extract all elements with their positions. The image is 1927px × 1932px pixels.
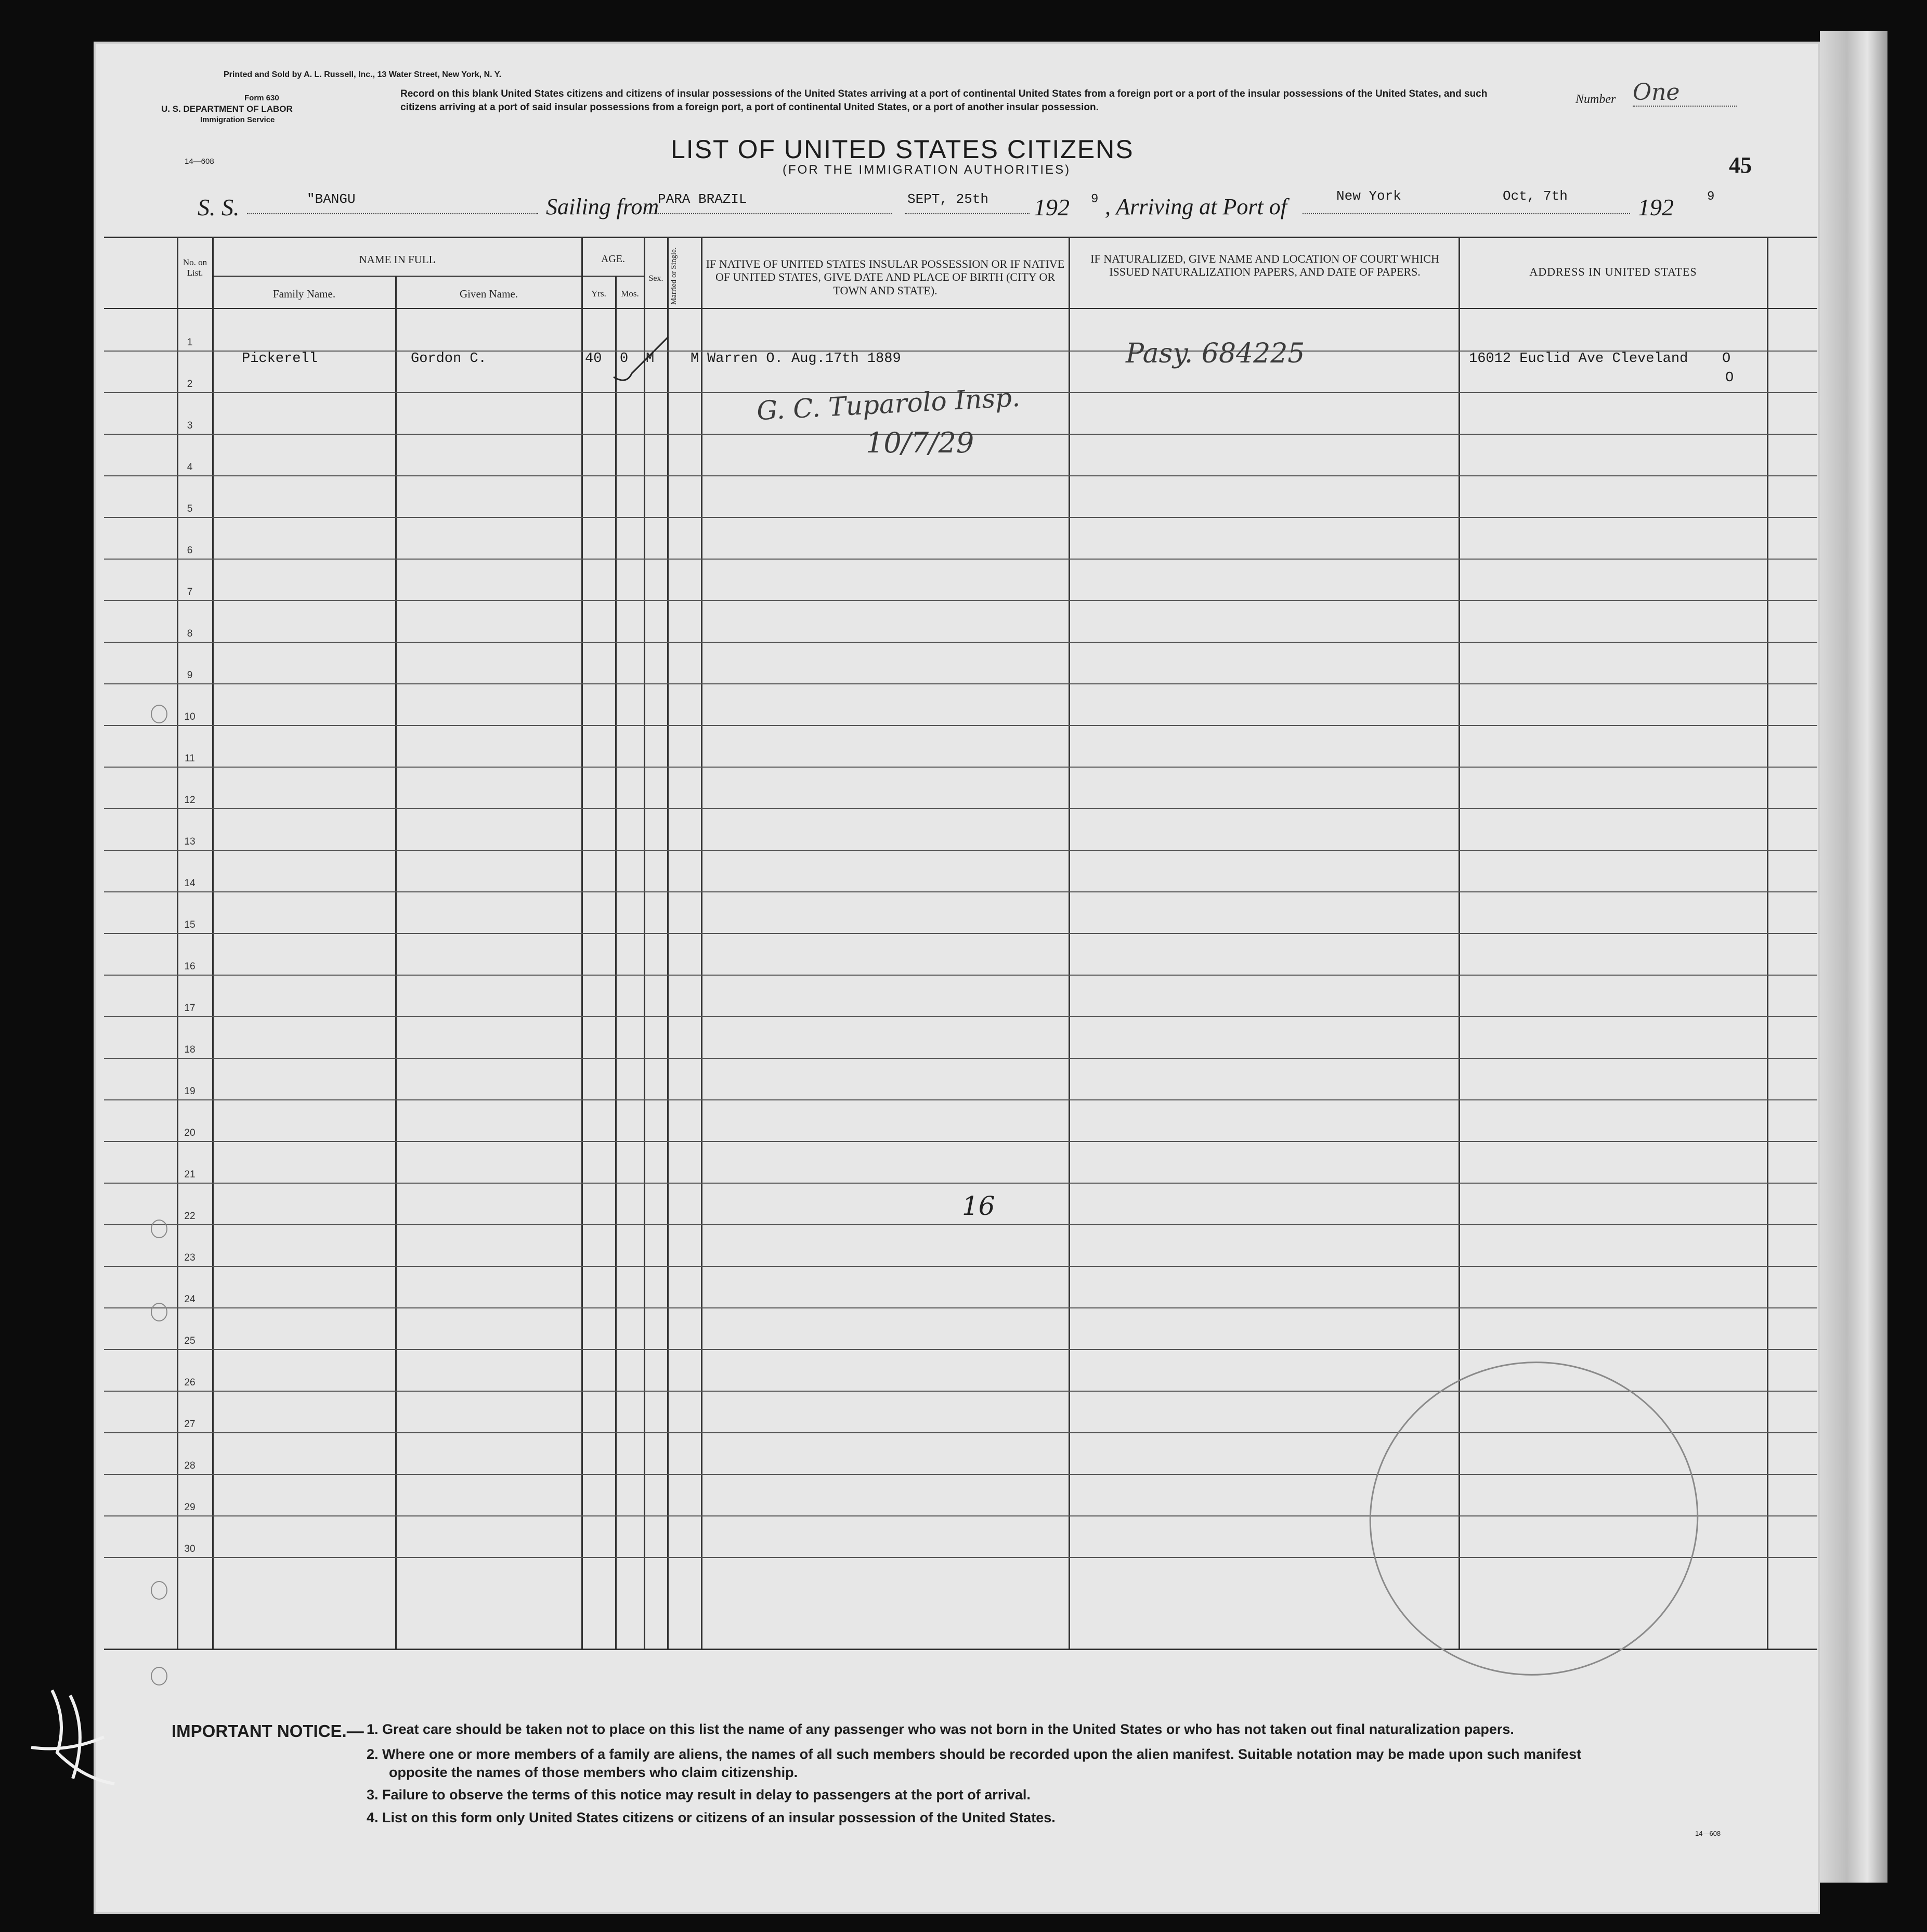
subheader-line xyxy=(212,276,644,277)
row-number: 11 xyxy=(185,753,195,764)
entry-address-line2: O xyxy=(1725,370,1734,386)
printer-note: Printed and Sold by A. L. Russell, Inc., 13 Water Street, New York, N. Y. xyxy=(224,70,502,79)
check-mark xyxy=(611,333,673,390)
row-line xyxy=(104,1224,1817,1225)
row-line xyxy=(104,808,1817,809)
row-line xyxy=(104,933,1817,934)
col-mos: Mos. xyxy=(621,289,639,299)
col-line xyxy=(395,276,397,1649)
col-name-in-full: NAME IN FULL xyxy=(359,253,436,266)
row-number: 14 xyxy=(184,878,196,889)
row-line xyxy=(104,891,1817,892)
year-2-prefix: 192 xyxy=(1638,194,1674,221)
hole-punch xyxy=(151,1581,167,1600)
notice-label: IMPORTANT NOTICE.— xyxy=(172,1721,364,1741)
entry-married: M xyxy=(691,351,699,367)
row-line xyxy=(104,1266,1817,1267)
row-number: 27 xyxy=(184,1419,196,1430)
row-number: 26 xyxy=(184,1377,196,1388)
col-line xyxy=(667,237,669,1649)
col-line xyxy=(1069,237,1070,1649)
row-number: 29 xyxy=(184,1502,196,1513)
row-number: 25 xyxy=(184,1335,196,1346)
col-line xyxy=(177,237,178,1649)
row-line xyxy=(104,1099,1817,1100)
entry-birth: Warren O. Aug.17th 1889 xyxy=(707,351,901,367)
row-number: 23 xyxy=(184,1252,196,1263)
row-line xyxy=(104,517,1817,518)
ss-label: S. S. xyxy=(198,194,240,221)
row-number: 10 xyxy=(184,711,196,722)
row-number: 18 xyxy=(184,1044,196,1055)
row-number: 7 xyxy=(187,587,193,598)
hole-punch xyxy=(151,1220,167,1238)
form-code: 14—608 xyxy=(185,157,214,166)
col-line xyxy=(581,237,583,1649)
notice-item-4: 4. List on this form only United States citizens or citizens of an insular possession of the United States. xyxy=(367,1810,1056,1825)
row-number: 15 xyxy=(184,919,196,930)
notice-item-2: 2. Where one or more members of a family are aliens, the names of all such members should be recorded upon the alien manifest. Suitable notation may be made upon such manifest xyxy=(367,1746,1582,1762)
year-1-suffix: 9 xyxy=(1091,192,1099,206)
row-line xyxy=(104,1349,1817,1350)
from-underline xyxy=(647,213,892,214)
hole-punch xyxy=(151,1667,167,1685)
year-1-prefix: 192 xyxy=(1034,194,1070,221)
col-birth: IF NATIVE OF UNITED STATES INSULAR POSSESSION OR IF NATIVE OF UNITED STATES, GIVE DATE AND PLACE OF BIRTH (CITY OR TOWN AND STATE). xyxy=(706,257,1065,297)
row-number: 16 xyxy=(184,961,196,972)
header-bottom-border xyxy=(104,308,1817,309)
row-number: 22 xyxy=(184,1211,196,1222)
entry-naturalized-note: Pasy. 684225 xyxy=(1126,338,1305,369)
col-line xyxy=(1767,237,1768,1649)
col-no-on-list: No. on List. xyxy=(183,257,207,278)
row-line xyxy=(104,600,1817,601)
row-line xyxy=(104,1058,1817,1059)
service: Immigration Service xyxy=(200,115,275,124)
col-line xyxy=(644,237,645,1649)
row-line xyxy=(104,975,1817,976)
row-number: 21 xyxy=(184,1169,196,1180)
form-number: Form 630 xyxy=(244,94,279,102)
row-number: 5 xyxy=(187,503,193,514)
col-address: ADDRESS IN UNITED STATES xyxy=(1529,265,1697,278)
notice-item-2-cont: opposite the names of those members who claim citizenship. xyxy=(389,1765,798,1780)
hole-punch xyxy=(151,1303,167,1321)
row-line xyxy=(104,1016,1817,1017)
page-title: LIST OF UNITED STATES CITIZENS xyxy=(671,135,1134,164)
ship-name: "BANGU xyxy=(307,191,356,207)
entry-given-name: Gordon C. xyxy=(411,351,487,367)
department: U. S. DEPARTMENT OF LABOR xyxy=(161,104,293,114)
from-port: PARA BRAZIL xyxy=(658,191,747,207)
entry-family-name: Pickerell xyxy=(242,351,318,367)
row-number: 6 xyxy=(187,545,193,556)
row-number: 17 xyxy=(184,1003,196,1014)
notice-item-3: 3. Failure to observe the terms of this notice may result in delay to passengers at the port of arrival. xyxy=(367,1787,1031,1803)
row-line xyxy=(104,475,1817,476)
col-line xyxy=(615,276,617,1649)
entry-address: 16012 Euclid Ave Cleveland xyxy=(1469,351,1688,367)
footer-form-code: 14—608 xyxy=(1695,1830,1721,1837)
entry-yrs: 40 xyxy=(585,351,602,367)
depart-date: SEPT, 25th xyxy=(907,191,989,207)
row-line xyxy=(104,1307,1817,1308)
page-subtitle: (FOR THE IMMIGRATION AUTHORITIES) xyxy=(783,163,1071,177)
tally-mark: 16 xyxy=(962,1191,995,1221)
ship-underline xyxy=(247,213,538,214)
depart-underline xyxy=(905,213,1030,214)
margin-scrawl xyxy=(21,1675,125,1794)
row-line xyxy=(104,725,1817,726)
row-number: 8 xyxy=(187,628,193,639)
arrival-date: Oct, 7th xyxy=(1503,188,1568,204)
arrival-underline xyxy=(1303,213,1630,214)
row-number: 12 xyxy=(184,795,196,806)
row-number: 1 xyxy=(187,337,193,348)
row-line xyxy=(104,1141,1817,1142)
entry-address-suffix: O xyxy=(1722,351,1731,367)
hole-punch xyxy=(151,705,167,723)
row-line xyxy=(104,1183,1817,1184)
number-label: Number xyxy=(1576,93,1616,106)
row-line xyxy=(104,642,1817,643)
sailing-label: Sailing from xyxy=(546,194,659,219)
row-number: 4 xyxy=(187,462,193,473)
notice-item-1: 1. Great care should be taken not to place on this list the name of any passenger who was not born in the United States or who has not taken out final naturalization papers. xyxy=(367,1721,1514,1737)
arrival-port: New York xyxy=(1336,188,1401,204)
col-given-name: Given Name. xyxy=(460,288,518,300)
col-line xyxy=(701,237,702,1649)
col-married: Married or Single. xyxy=(670,247,678,305)
entry-mos: 0 xyxy=(620,351,629,367)
col-family-name: Family Name. xyxy=(272,288,336,300)
row-number: 2 xyxy=(187,379,193,390)
row-number: 3 xyxy=(187,420,193,431)
table-top-border xyxy=(104,237,1817,238)
inspector-signature: G. C. Tuparolo Insp. xyxy=(756,382,1021,426)
col-age: AGE. xyxy=(601,253,626,265)
col-yrs: Yrs. xyxy=(591,289,606,299)
col-line xyxy=(212,237,214,1649)
row-number: 28 xyxy=(184,1460,196,1471)
row-line xyxy=(104,767,1817,768)
pencil-circle xyxy=(1362,1352,1705,1685)
row-line xyxy=(104,559,1817,560)
instruction-text: Record on this blank United States citizens and citizens of insular possessions of the United States arriving at a port of continental United States from a foreign port or a port of the insular possessions of the United States, and such citizens arriving at a port of said insular possessions from a foreign port, a port of continental United States, or a port of another insular possession. xyxy=(400,88,1488,113)
col-sex: Sex. xyxy=(648,274,663,283)
number-value: One xyxy=(1633,79,1737,107)
arriving-label: , Arriving at Port of xyxy=(1105,194,1287,219)
row-number: 24 xyxy=(184,1294,196,1305)
row-number: 13 xyxy=(184,836,196,847)
inspector-date: 10/7/29 xyxy=(866,426,974,459)
year-2-suffix: 9 xyxy=(1707,190,1715,204)
row-number: 20 xyxy=(184,1127,196,1138)
row-number: 30 xyxy=(184,1544,196,1554)
row-number: 19 xyxy=(184,1086,196,1097)
row-line xyxy=(104,683,1817,684)
entry-sex: M xyxy=(646,351,655,367)
row-number: 9 xyxy=(187,670,193,681)
col-naturalized: IF NATURALIZED, GIVE NAME AND LOCATION OF COURT WHICH ISSUED NATURALIZATION PAPERS, AND DATE OF PAPERS. xyxy=(1090,252,1439,279)
row-line xyxy=(104,850,1817,851)
page-number: 45 xyxy=(1729,152,1752,178)
page-edge xyxy=(1820,31,1887,1883)
